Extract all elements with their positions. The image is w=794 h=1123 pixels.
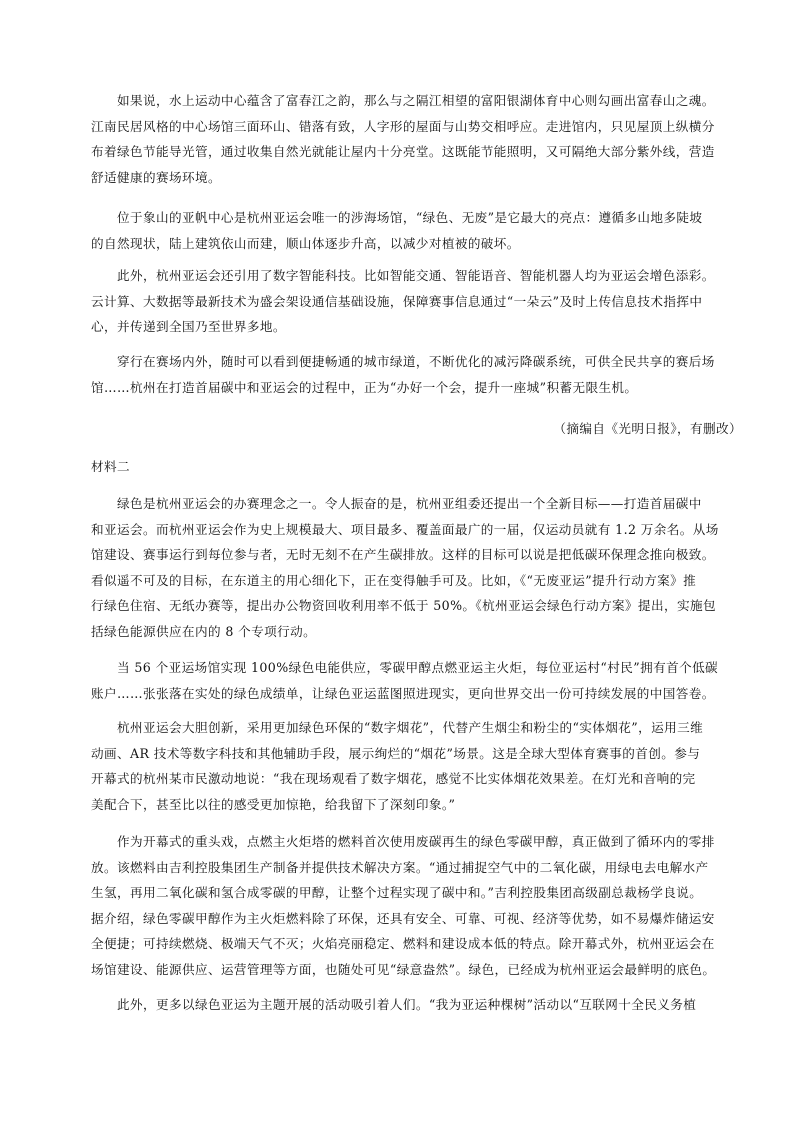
text-line: 馆建设、赛事运行到每位参与者，无时无刻不在产生碳排放。这样的目标可以说是把低碳环保理念推向极致。 xyxy=(91,547,715,562)
section-heading: 材料二 xyxy=(91,459,130,474)
text-line: 和亚运会。而杭州亚运会作为史上规模最大、项目最多、覆盖面最广的一届，仅运动员就有 1.2 万余名。从场 xyxy=(91,521,719,537)
m2-paragraph-1 xyxy=(91,491,743,644)
text-line: 放。该燃料由吉利控股集团生产制备并提供技术解决方案。“通过捕捉空气中的二氧化碳，用绿电去电解水产 xyxy=(91,859,709,875)
m1-paragraph-2 xyxy=(91,205,743,256)
text-line: 绿色是杭州亚运会的办赛理念之一。令人振奋的是，杭州亚组委还提出一个全新目标——打造首届碳中 xyxy=(91,496,702,511)
text-line: 如果说，水上运动中心蕴含了富春江之韵，那么与之隔江相望的富阳银湖体育中心则勾画出富春山之魂。 xyxy=(91,93,715,108)
text-line: 生氢，再用二氧化碳和氢合成零碳的甲醇，让整个过程实现了碳中和。”吉利控股集团高级副总裁杨学良说。 xyxy=(91,885,703,900)
text-line: 云计算、大数据等最新技术为盛会架设通信基础设施，保障赛事信息通过“一朵云”及时上传信息技术指挥中 xyxy=(91,293,703,309)
m2-paragraph-5 xyxy=(91,992,743,1018)
text-line: 江南民居风格的中心场馆三面环山、错落有致，人字形的屋面与山势交相呼应。走进馆内，只见屋顶上纵横分 xyxy=(91,118,715,134)
text-line: 行绿色住宿、无纸办赛等，提出办公物资回收利用率不低于 50%。《杭州亚运会绿色行动方案》提出，实施包 xyxy=(91,598,717,613)
text-line: 作为开幕式的重头戏，点燃主火炬塔的燃料首次使用废碳再生的绿色零碳甲醇，真正做到了循环内的零排 xyxy=(91,834,715,849)
text-line: 穿行在赛场内外，随时可以看到便捷畅通的城市绿道，不断优化的减污降碳系统，可供全民共享的赛后场 xyxy=(91,354,715,369)
text-line: 馆……杭州在打造首届碳中和亚运会的过程中，正为“办好一个会，提升一座城”积蓄无限生机。 xyxy=(91,379,638,395)
m1-paragraph-1 xyxy=(91,88,743,190)
text-line: 当 56 个亚运场馆实现 100%绿色电能供应，零碳甲醇点燃亚运主火炬，每位亚运村“村民”拥有首个低碳 xyxy=(91,660,719,675)
text-line: 杭州亚运会大胆创新，采用更加绿色环保的“数字烟花”，代替产生烟尘和粉尘的“实体烟花”，运用三维 xyxy=(91,720,704,735)
text-line: 此外，杭州亚运会还引用了数字智能科技。比如智能交通、智能语音、智能机器人均为亚运会增色添彩。 xyxy=(91,268,715,283)
text-line: 看似遥不可及的目标，在东道主的用心细化下，正在变得触手可及。比如，《“无废亚运”提升行动方案》推 xyxy=(91,572,697,588)
text-line: 动画、AR 技术等数字科技和其他辅助手段，展示绚烂的“烟花”场景。这是全球大型体育赛事的首创。参与 xyxy=(91,745,701,761)
text-line: 的自然现状，陆上建筑依山而建，顺山体逐步升高，以减少对植被的破坏。 xyxy=(91,235,520,251)
m1-paragraph-3 xyxy=(91,263,743,340)
m2-paragraph-4 xyxy=(91,829,743,982)
text-line: 心，并传递到全国乃至世界多地。 xyxy=(91,319,286,334)
text-line: 场馆建设、能源供应、运营管理等方面，也随处可见“绿意盎然”。绿色，已经成为杭州亚运会最鲜明的底色。 xyxy=(91,961,716,977)
m2-paragraph-3 xyxy=(91,715,743,817)
text-line: 账户……张张落在实处的绿色成绩单，让绿色亚运蓝图照进现实，更向世界交出一份可持续发展的中国答卷。 xyxy=(91,685,715,701)
text-line: 布着绿色节能导光管，通过收集自然光就能让屋内十分亮堂。这既能节能照明，又可隔绝大部分紫外线，营造 xyxy=(91,144,715,159)
text-line: 全便捷；可持续燃烧、极端天气不灭；火焰亮丽稳定、燃料和建设成本低的特点。除开幕式外，杭州亚运会在 xyxy=(91,936,715,951)
source-citation: （摘编自《光明日报》，有删改） xyxy=(553,421,742,436)
text-line: 开幕式的杭州某市民激动地说：“我在现场观看了数字烟花，感觉不比实体烟花效果差。在灯光和音响的完 xyxy=(91,771,696,786)
m1-paragraph-4 xyxy=(91,349,743,400)
text-line: 括绿色能源供应在内的 8 个专项行动。 xyxy=(91,623,317,639)
text-line: 此外，更多以绿色亚运为主题开展的活动吸引着人们。“我为亚运种棵树”活动以“互联网十全民义务植 xyxy=(91,997,697,1012)
text-line: 据介绍，绿色零碳甲醇作为主火炬燃料除了环保，还具有安全、可靠、可视、经济等优势，如不易爆炸储运安 xyxy=(91,910,715,926)
text-line: 位于象山的亚帆中心是杭州亚运会唯一的涉海场馆，“绿色、无废”是它最大的亮点：遵循多山地多陡坡 xyxy=(91,210,703,225)
text-line: 美配合下，甚至比以往的感受更加惊艳，给我留下了深刻印象。” xyxy=(91,796,456,812)
text-line: 舒适健康的赛场环境。 xyxy=(91,169,221,185)
m2-paragraph-2 xyxy=(91,655,743,706)
